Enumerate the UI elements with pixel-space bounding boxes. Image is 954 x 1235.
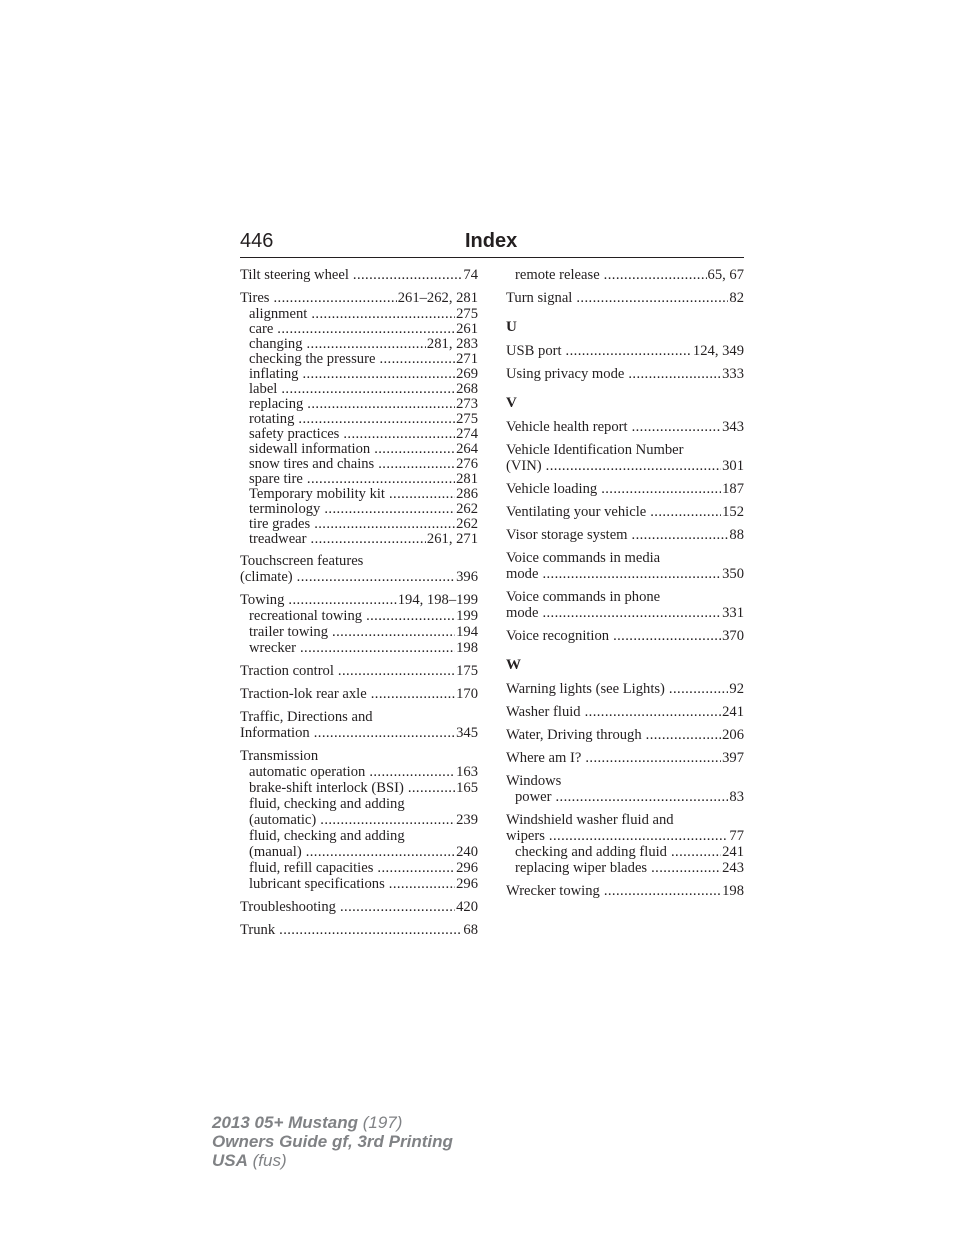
index-term: rotating — [249, 411, 295, 427]
index-term: Transmission — [240, 748, 319, 764]
index-entry — [506, 267, 744, 283]
index-line — [240, 608, 478, 624]
dot-leader — [302, 366, 455, 382]
index-term: Visor storage system — [506, 527, 628, 543]
dot-leader — [613, 628, 721, 644]
index-line — [240, 501, 478, 516]
index-term: Warning lights (see Lights) — [506, 681, 665, 697]
index-line — [240, 640, 478, 656]
index-term: brake-shift interlock (BSI) — [249, 780, 404, 796]
index-line — [240, 456, 478, 471]
footer-line-2: Owners Guide gf, 3rd Printing — [212, 1132, 453, 1151]
index-entry — [506, 290, 744, 306]
index-column-right — [506, 267, 744, 899]
index-line — [506, 343, 744, 359]
page-ref: 262 — [456, 516, 478, 532]
index-term: recreational towing — [249, 608, 363, 624]
dot-leader — [604, 267, 707, 283]
index-letter-heading: W — [506, 657, 521, 673]
dot-leader — [273, 290, 396, 306]
index-term: Trunk — [240, 922, 276, 938]
page-ref: 241 — [722, 844, 744, 860]
page-ref: 396 — [456, 569, 478, 585]
index-term: Wrecker towing — [506, 883, 600, 899]
index-term: (automatic) — [249, 812, 317, 828]
page-ref: 240 — [456, 844, 478, 860]
index-line — [240, 290, 478, 306]
index-subentries — [506, 789, 744, 805]
index-entry — [506, 481, 744, 497]
dot-leader — [324, 501, 455, 517]
index-term: fluid, checking and adding — [249, 796, 405, 812]
index-term: snow tires and chains — [249, 456, 375, 472]
dot-leader — [279, 922, 462, 938]
index-entry — [506, 527, 744, 543]
page-ref: 198 — [722, 883, 744, 899]
index-line — [506, 789, 744, 805]
page-ref: 152 — [722, 504, 744, 520]
page-ref: 331 — [722, 605, 744, 621]
index-line — [240, 411, 478, 426]
index-line — [240, 471, 478, 486]
index-entry — [506, 812, 744, 876]
page-ref: 243 — [722, 860, 744, 876]
index-line — [240, 748, 478, 764]
index-entry — [506, 681, 744, 697]
page-ref: 83 — [729, 789, 744, 805]
index-line — [506, 812, 744, 828]
index-term: spare tire — [249, 471, 303, 487]
index-line — [240, 569, 478, 585]
page-ref: 343 — [722, 419, 744, 435]
index-line — [240, 725, 478, 741]
index-term: remote release — [515, 267, 600, 283]
dot-leader — [632, 419, 722, 435]
index-line — [506, 628, 744, 644]
dot-leader — [307, 336, 426, 352]
index-term: power — [515, 789, 552, 805]
index-line — [240, 306, 478, 321]
dot-leader — [314, 516, 455, 532]
index-entry — [506, 366, 744, 382]
index-term: Voice commands in media — [506, 550, 661, 566]
index-subentries — [506, 844, 744, 876]
index-line — [506, 828, 744, 844]
index-subentries — [240, 306, 478, 546]
index-term: replacing wiper blades — [515, 860, 648, 876]
index-term: Windows — [506, 773, 562, 789]
page-ref: 194, 198–199 — [397, 592, 478, 608]
index-line — [240, 876, 478, 892]
index-line — [240, 531, 478, 546]
dot-leader — [628, 366, 721, 382]
index-term: Ventilating your vehicle — [506, 504, 647, 520]
dot-leader — [374, 441, 455, 457]
index-term: wrecker — [249, 640, 296, 656]
index-line — [240, 396, 478, 411]
dot-leader — [307, 471, 455, 487]
page-ref: 206 — [722, 727, 744, 743]
page-ref: 345 — [456, 725, 478, 741]
dot-leader — [632, 527, 729, 543]
dot-leader — [671, 844, 721, 860]
dot-leader — [332, 624, 455, 640]
index-term: Washer fluid — [506, 704, 581, 720]
index-entry — [240, 267, 478, 283]
page-ref: 370 — [722, 628, 744, 644]
index-entry — [240, 686, 478, 702]
index-entry — [240, 922, 478, 938]
dot-leader — [546, 458, 721, 474]
index-line — [240, 663, 478, 679]
page-ref: 261–262, 281 — [397, 290, 478, 306]
index-line — [506, 267, 744, 283]
dot-leader — [311, 531, 426, 547]
index-term: replacing — [249, 396, 304, 412]
page-ref: 239 — [456, 812, 478, 828]
page-ref: 88 — [729, 527, 744, 543]
index-term: Voice recognition — [506, 628, 610, 644]
page-ref: 281, 283 — [426, 336, 478, 352]
index-line — [506, 458, 744, 474]
index-line — [240, 321, 478, 336]
index-line — [506, 290, 744, 306]
dot-leader — [314, 725, 455, 741]
index-line — [240, 764, 478, 780]
index-line — [506, 681, 744, 697]
page-ref: 264 — [456, 441, 478, 457]
index-term: changing — [249, 336, 303, 352]
index-line — [240, 351, 478, 366]
dot-leader — [320, 812, 455, 828]
dot-leader — [669, 681, 728, 697]
index-line — [506, 773, 744, 789]
index-term: Water, Driving through — [506, 727, 642, 743]
page-ref: 268 — [456, 381, 478, 397]
index-term: terminology — [249, 501, 321, 517]
page-ref: 281 — [456, 471, 478, 487]
page-ref: 261, 271 — [426, 531, 478, 547]
dot-leader — [604, 883, 721, 899]
index-line — [240, 381, 478, 396]
index-term: Using privacy mode — [506, 366, 625, 382]
index-term: sidewall information — [249, 441, 371, 457]
index-entry — [240, 748, 478, 892]
page-ref: 296 — [456, 876, 478, 892]
page-title: Index — [465, 230, 518, 252]
dot-leader — [340, 899, 455, 915]
index-entry — [240, 663, 478, 679]
dot-leader — [377, 860, 455, 876]
page-ref: 274 — [456, 426, 478, 442]
index-subentries — [240, 608, 478, 656]
dot-leader — [371, 686, 455, 702]
index-line — [240, 624, 478, 640]
index-term: Towing — [240, 592, 285, 608]
index-subentries — [240, 764, 478, 892]
index-term: Traffic, Directions and — [240, 709, 373, 725]
dot-leader — [281, 381, 455, 397]
index-term: Tires — [240, 290, 270, 306]
page-ref: 286 — [456, 486, 478, 502]
index-term: automatic operation — [249, 764, 366, 780]
index-term: inflating — [249, 366, 299, 382]
index-term: checking and adding fluid — [515, 844, 667, 860]
index-entry — [506, 727, 744, 743]
dot-leader — [288, 592, 396, 608]
index-entry — [506, 883, 744, 899]
index-term: care — [249, 321, 274, 337]
dot-leader — [378, 456, 455, 472]
index-letter-heading: V — [506, 395, 517, 411]
index-entry — [506, 628, 744, 644]
page-ref: 163 — [456, 764, 478, 780]
index-line — [506, 883, 744, 899]
dot-leader — [555, 789, 728, 805]
index-term: fluid, checking and adding — [249, 828, 405, 844]
index-line — [506, 566, 744, 582]
index-term: safety practices — [249, 426, 340, 442]
page-header — [240, 229, 744, 257]
index-line — [240, 899, 478, 915]
index-entry — [506, 442, 744, 474]
dot-leader — [306, 844, 455, 860]
index-line — [506, 727, 744, 743]
index-term: treadwear — [249, 531, 307, 547]
dot-leader — [343, 426, 455, 442]
page-ref: 269 — [456, 366, 478, 382]
index-line — [240, 828, 478, 844]
index-term: label — [249, 381, 278, 397]
index-line — [240, 553, 478, 569]
header-rule — [240, 257, 744, 258]
page-ref: 241 — [722, 704, 744, 720]
index-subentries — [506, 267, 744, 283]
index-line — [240, 516, 478, 531]
page-ref: 165 — [456, 780, 478, 796]
dot-leader — [408, 780, 455, 796]
index-term: mode — [506, 605, 539, 621]
index-line — [240, 922, 478, 938]
index-line — [240, 844, 478, 860]
index-term: Traction-lok rear axle — [240, 686, 367, 702]
index-term: tire grades — [249, 516, 311, 532]
page-ref: 77 — [729, 828, 744, 844]
page-ref: 262 — [456, 501, 478, 517]
index-line — [240, 592, 478, 608]
index-line — [240, 267, 478, 283]
index-line — [240, 686, 478, 702]
index-term: Where am I? — [506, 750, 582, 766]
index-term: mode — [506, 566, 539, 582]
index-term: lubricant specifications — [249, 876, 385, 892]
page-ref: 301 — [722, 458, 744, 474]
index-line — [240, 486, 478, 501]
index-term: checking the pressure — [249, 351, 376, 367]
index-term: Vehicle health report — [506, 419, 628, 435]
dot-leader — [307, 396, 455, 412]
page-ref: 92 — [729, 681, 744, 697]
index-line — [506, 589, 744, 605]
index-term: Windshield washer fluid and — [506, 812, 674, 828]
dot-leader — [651, 860, 721, 876]
dot-leader — [542, 605, 721, 621]
page-ref: 275 — [456, 306, 478, 322]
page-ref: 271 — [456, 351, 478, 367]
index-term: Troubleshooting — [240, 899, 336, 915]
index-letter-heading: U — [506, 319, 517, 335]
index-entry — [506, 504, 744, 520]
page-ref: 175 — [456, 663, 478, 679]
index-line — [506, 442, 744, 458]
index-term: (VIN) — [506, 458, 542, 474]
index-term: fluid, refill capacities — [249, 860, 374, 876]
dot-leader — [369, 764, 455, 780]
index-term: Touchscreen features — [240, 553, 364, 569]
index-line — [506, 750, 744, 766]
page-ref: 350 — [722, 566, 744, 582]
index-line — [506, 527, 744, 543]
index-entry — [506, 550, 744, 582]
page-ref: 275 — [456, 411, 478, 427]
index-term: alignment — [249, 306, 308, 322]
page-ref: 170 — [456, 686, 478, 702]
index-term: Tilt steering wheel — [240, 267, 349, 283]
index-term: wipers — [506, 828, 545, 844]
index-term: (manual) — [249, 844, 302, 860]
page-ref: 82 — [729, 290, 744, 306]
dot-leader — [542, 566, 721, 582]
index-line — [506, 366, 744, 382]
page-ref: 198 — [456, 640, 478, 656]
dot-leader — [300, 640, 455, 656]
dot-leader — [566, 343, 692, 359]
dot-leader — [576, 290, 728, 306]
index-line — [506, 504, 744, 520]
index-line — [240, 441, 478, 456]
index-line — [506, 419, 744, 435]
dot-leader — [366, 608, 455, 624]
dot-leader — [585, 704, 722, 720]
index-term: Vehicle loading — [506, 481, 598, 497]
index-term: Traction control — [240, 663, 334, 679]
dot-leader — [338, 663, 455, 679]
index-line — [240, 709, 478, 725]
dot-leader — [585, 750, 721, 766]
page-footer — [212, 1113, 453, 1170]
index-term: Temporary mobility kit — [249, 486, 385, 502]
index-term: trailer towing — [249, 624, 329, 640]
index-line — [506, 550, 744, 566]
index-line — [506, 605, 744, 621]
page-ref: 65, 67 — [707, 267, 744, 283]
dot-leader — [277, 321, 455, 337]
index-entry — [240, 709, 478, 741]
index-line — [240, 780, 478, 796]
index-entry — [506, 589, 744, 621]
dot-leader — [389, 486, 455, 502]
page-ref: 261 — [456, 321, 478, 337]
page-number: 446 — [240, 230, 274, 252]
index-term: Vehicle Identification Number — [506, 442, 684, 458]
page-ref: 199 — [456, 608, 478, 624]
index-entry — [240, 899, 478, 915]
page-ref: 273 — [456, 396, 478, 412]
footer-line-3: USA (fus) — [212, 1151, 287, 1170]
index-entry — [506, 773, 744, 805]
page-ref: 296 — [456, 860, 478, 876]
dot-leader — [389, 876, 455, 892]
page-ref: 124, 349 — [692, 343, 744, 359]
page-ref: 397 — [722, 750, 744, 766]
index-term: USB port — [506, 343, 562, 359]
dot-leader — [298, 411, 455, 427]
index-line — [240, 796, 478, 812]
dot-leader — [297, 569, 455, 585]
index-line — [506, 704, 744, 720]
index-line — [506, 844, 744, 860]
page-ref: 194 — [456, 624, 478, 640]
index-entry — [506, 750, 744, 766]
index-line — [240, 426, 478, 441]
index-entry — [506, 419, 744, 435]
index-column-left — [240, 267, 478, 938]
index-line — [506, 860, 744, 876]
page-ref: 276 — [456, 456, 478, 472]
dot-leader — [646, 727, 721, 743]
dot-leader — [311, 306, 455, 322]
index-term: Voice commands in phone — [506, 589, 661, 605]
page-ref: 333 — [722, 366, 744, 382]
index-line — [240, 812, 478, 828]
index-entry — [240, 553, 478, 585]
footer-line-1: 2013 05+ Mustang (197) — [212, 1113, 403, 1132]
dot-leader — [379, 351, 455, 367]
index-line — [240, 336, 478, 351]
index-line — [506, 481, 744, 497]
dot-leader — [650, 504, 721, 520]
index-term: (climate) — [240, 569, 293, 585]
page-ref: 68 — [463, 922, 478, 938]
index-entry — [240, 290, 478, 546]
index-line — [240, 366, 478, 381]
index-term: Information — [240, 725, 310, 741]
index-term: Turn signal — [506, 290, 573, 306]
index-line — [240, 860, 478, 876]
page-ref: 187 — [722, 481, 744, 497]
dot-leader — [353, 267, 463, 283]
index-entry — [506, 343, 744, 359]
index-entry — [240, 592, 478, 656]
dot-leader — [601, 481, 721, 497]
index-entry — [506, 704, 744, 720]
page-ref: 420 — [456, 899, 478, 915]
page-ref: 74 — [463, 267, 478, 283]
dot-leader — [549, 828, 728, 844]
